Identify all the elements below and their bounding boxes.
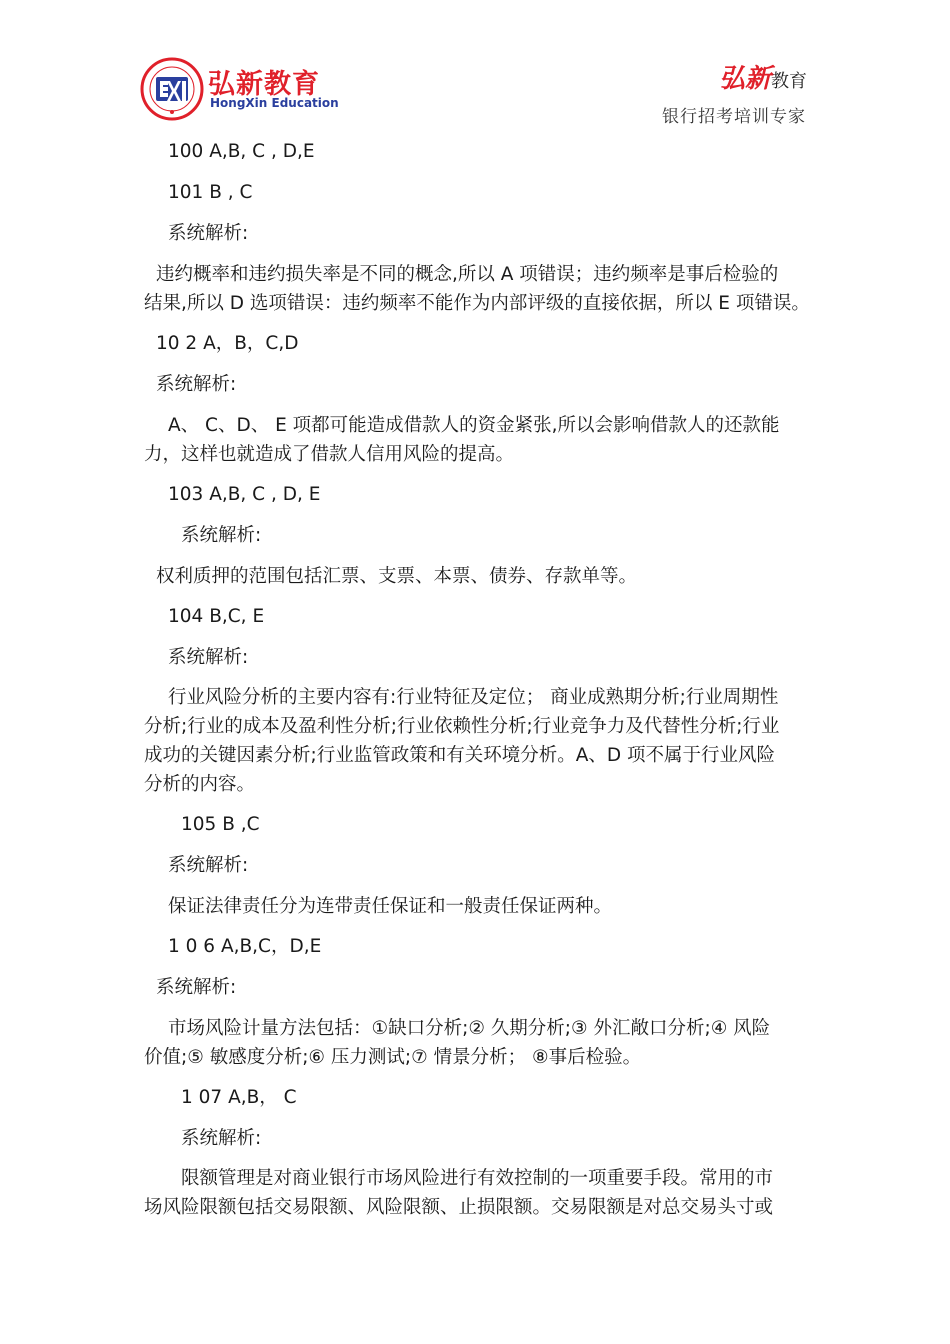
paragraph-line: 保证法律责任分为连带责任保证和一般责任保证两种。 bbox=[168, 896, 613, 917]
logo-english-name: HongXin Education bbox=[210, 96, 339, 110]
paragraph-line: 行业风险分析的主要内容有:行业特征及定位； 商业成熟期分析;行业周期性 bbox=[168, 687, 779, 708]
paragraph-line: 市场风险计量方法包括：①缺口分析;② 久期分析;③ 外汇敞口分析;④ 风险 bbox=[168, 1018, 771, 1039]
paragraph-line: A、 C、D、 E 项都可能造成借款人的资金紧张,所以会影响借款人的还款能 bbox=[168, 415, 780, 436]
paragraph-line: 价值;⑤ 敏感度分析;⑥ 压力测试;⑦ 情景分析； ⑧事后检验。 bbox=[144, 1047, 642, 1068]
page-header bbox=[0, 0, 950, 130]
answer-line: 104 B,C, E bbox=[168, 606, 265, 627]
answer-line: 103 A,B, C , D, E bbox=[168, 484, 321, 505]
paragraph-line: 分析;行业的成本及盈利性分析;行业依赖性分析;行业竞争力及代替性分析;行业 bbox=[144, 716, 780, 737]
paragraph-line: 场风险限额包括交易限额、风险限额、止损限额。交易限额是对总交易头寸或 bbox=[144, 1197, 774, 1218]
brand-title-black: 教育 bbox=[771, 71, 807, 92]
paragraph-line: 分析的内容。 bbox=[144, 774, 256, 795]
answer-line: 101 B , C bbox=[168, 182, 253, 203]
analysis-heading: 系统解析: bbox=[156, 977, 237, 998]
analysis-heading: 系统解析: bbox=[168, 855, 249, 876]
analysis-heading: 系统解析: bbox=[181, 1128, 262, 1149]
paragraph-line: 权利质押的范围包括汇票、支票、本票、债券、存款单等。 bbox=[156, 566, 638, 587]
answer-line: 1 0 6 A,B,C，D,E bbox=[168, 936, 322, 957]
hongxin-logo-icon bbox=[140, 57, 204, 121]
analysis-heading: 系统解析: bbox=[168, 647, 249, 668]
analysis-heading: 系统解析: bbox=[181, 525, 262, 546]
brand-tagline: 银行招考培训专家 bbox=[662, 107, 806, 127]
paragraph-line: 限额管理是对商业银行市场风险进行有效控制的一项重要手段。常用的市 bbox=[181, 1168, 774, 1189]
analysis-heading: 系统解析: bbox=[168, 223, 249, 244]
brand-title bbox=[719, 58, 807, 95]
paragraph-line: 结果,所以 D 选项错误：违约频率不能作为内部评级的直接依据，所以 E 项错误。 bbox=[144, 293, 810, 314]
paragraph-line: 力，这样也就造成了借款人信用风险的提高。 bbox=[144, 444, 515, 465]
answer-line: 10 2 A，B，C,D bbox=[156, 333, 299, 354]
answer-line: 100 A,B, C , D,E bbox=[168, 141, 315, 162]
analysis-heading: 系统解析: bbox=[156, 374, 237, 395]
paragraph-line: 成功的关键因素分析;行业监管政策和有关环境分析。A、D 项不属于行业风险 bbox=[144, 745, 776, 766]
paragraph-line: 违约概率和违约损失率是不同的概念,所以 A 项错误；违约频率是事后检验的 bbox=[156, 264, 779, 285]
brand-title-red: 弘新 bbox=[718, 64, 771, 94]
logo-chinese-name: 弘新教育 bbox=[208, 69, 320, 100]
answer-line: 1 07 A,B， C bbox=[181, 1087, 297, 1108]
answer-line: 105 B ,C bbox=[181, 814, 260, 835]
